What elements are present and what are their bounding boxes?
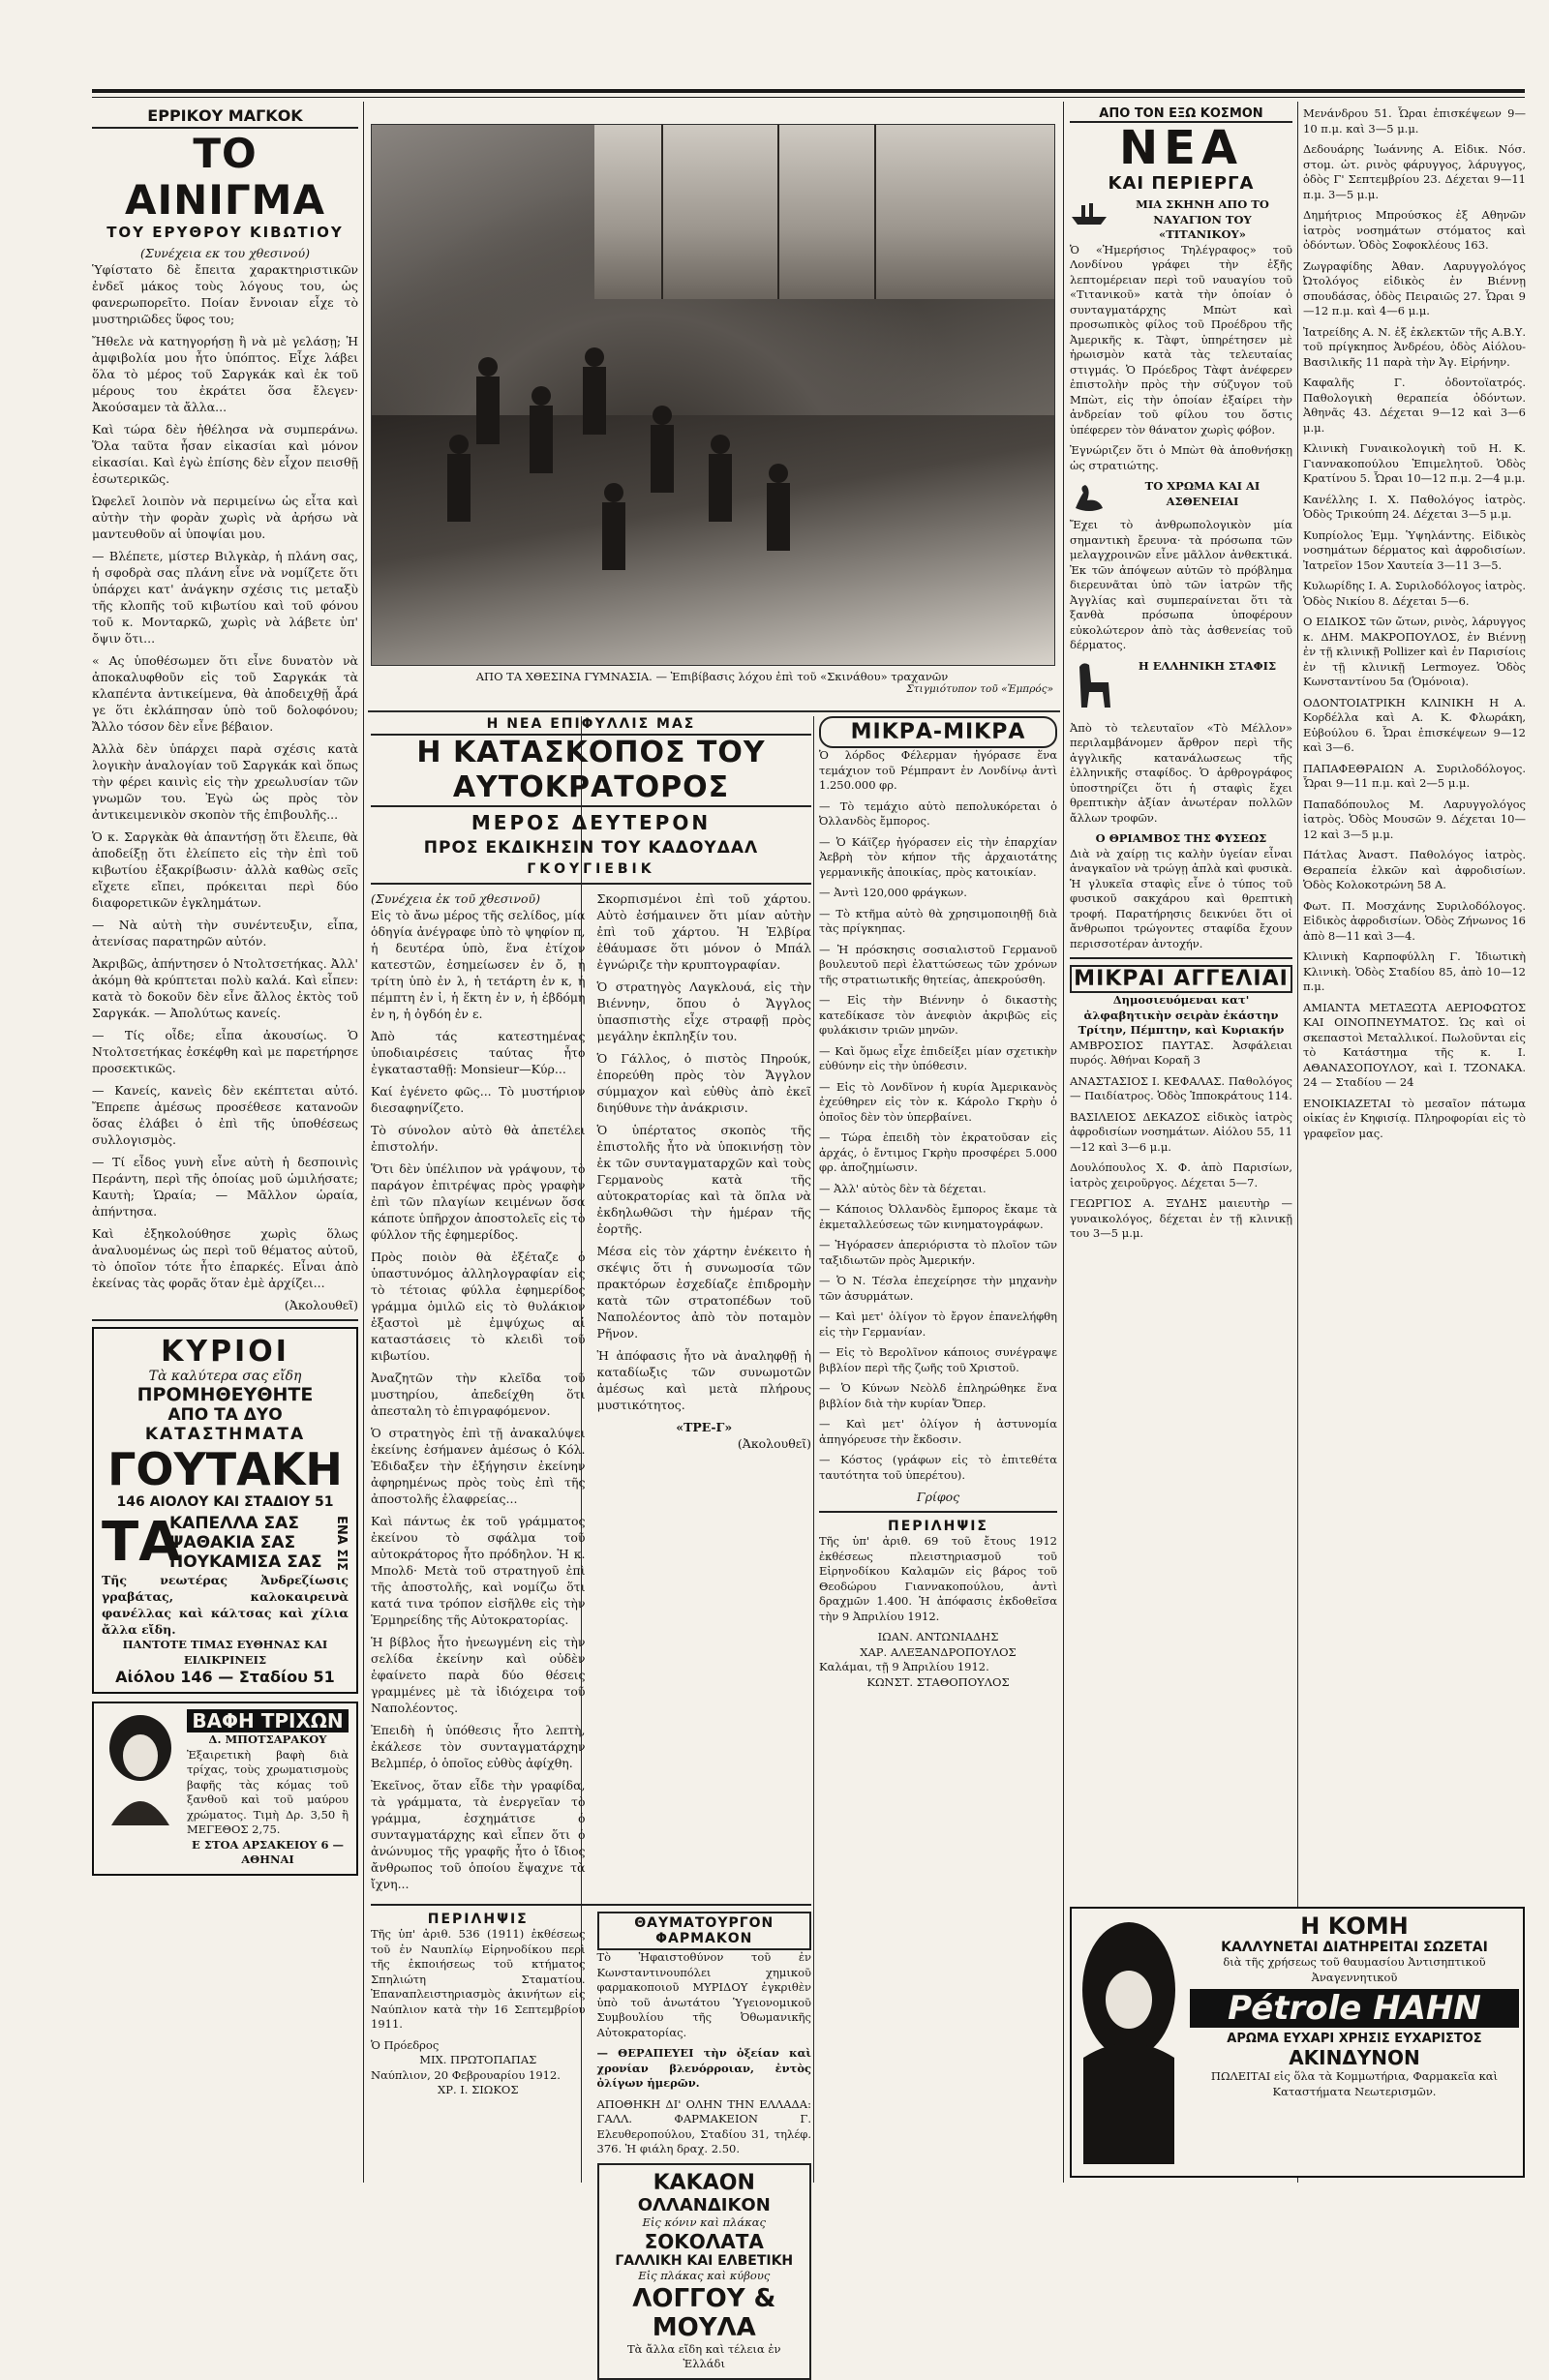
- feuilleton-col-b: [597, 890, 812, 1898]
- stafis-article-header: [1070, 659, 1292, 721]
- feuilleton-title: Η ΚΑΤΑΣΚΟΠΟΣ ΤΟΥ ΑΥΤΟΚΡΑΤΟΡΟΣ: [371, 734, 811, 807]
- woman-hair-icon: [1076, 1913, 1182, 2172]
- mikra-item: — Ἠγόρασεν ἀπεριόριστα τὸ πλοῖον τῶν ταξιδιωτῶν πρὸς Ἀμερικήν.: [819, 1238, 1057, 1267]
- section-divider: [368, 710, 1060, 712]
- goutaki-ad-address: 146 ΑΙΟΛΟΥ ΚΑΙ ΣΤΑΔΙΟΥ 51: [116, 1494, 334, 1510]
- lower-notices: [371, 1912, 811, 2380]
- perilipsis-1-body: Τῆς ὑπ' ἀριθ. 536 (1911) ἐκθέσεως τοῦ ἐν Ναυπλίῳ Εἰρηνοδίκου περὶ τῆς ἐκποιήσεως τοῦ κτήματος Σπηλιώτη Σταματίου. Ἐπαναπλειστηριασμὸς ἀκινήτων εἰς Ναύπλιον κατὰ τὴν 16 Σεπτεμβρίου 1911.: [371, 1927, 586, 2031]
- thriamvos-body: Διὰ νὰ χαίρῃ τις καλὴν ὑγείαν εἶναι ἀναγκαῖον νὰ τρώγῃ ἀπλὰ καὶ φυσικὰ. Ἡ γλυκεῖα σταφὶς εἶνε ὁ τύπος τοῦ φυσικοῦ σακχάρου καὶ θρεπτικὴ τροφή. Παρατήρησις δεικνύει ὅτι οἱ ἄνθρωποι τρώγοντες σταφίδα ἔχουν περισσοτέραν ἀντοχήν.: [1070, 846, 1292, 950]
- feuilleton-paragraph: Μέσα εἰς τὸν χάρτην ἐνέκειτο ἡ σκέψις ὅτι ἡ συνωμοσία τῶν πρακτόρων ἐσχεδίαζε ἐπιδρομὴν κατὰ τῶν στρατοπέδων τοῦ Ναπολέοντος ἀπὸ τὸν ποταμὸν Ρῆνον.: [596, 1244, 811, 1341]
- medical-ad-item: Ἰατρείδης Α. Ν. ἐξ ἐκλεκτῶν τῆς Α.Β.Υ. τοῦ πρίγκηπος Ἀνδρέου, ὁδὸς Αἰόλου-Βασιλικῆς 11 παρὰ τὴν Ἁγ. Εἰρήνην.: [1303, 324, 1526, 369]
- cocoa-ad-line: Εἰς πλάκας καὶ κύβους: [638, 2269, 771, 2282]
- feuilleton-kicker: Η ΝΕΑ ΕΠΙΦΥΛΛΙΣ ΜΑΣ: [486, 716, 696, 732]
- mikra-item: — Τώρα ἐπειδὴ τὸν ἐκρατοῦσαν εἰς ἀρχάς, ὁ ἔντιμος Γκρὴυ προσφέρει 5.000 φρ. ἀποζημίωσιν.: [819, 1130, 1057, 1174]
- serial-subtitle: ΤΟΥ ΕΡΥΘΡΟΥ ΚΙΒΩΤΙΟΥ: [106, 224, 344, 241]
- serial-title: ΤΟ ΑΙΝΙΓΜΑ: [125, 130, 325, 224]
- serial-continuation: (Συνέχεια εκ του χθεσινού): [140, 246, 310, 260]
- medical-ad-item: Κλινικὴ Γυναικολογικὴ τοῦ Η. Κ. Γιαννακοπούλου Ἐπιμελητοῦ. Ὁδὸς Κρατίνου 5. Ὧραι 10—12 π.μ. 2—4 μ.μ.: [1303, 441, 1526, 485]
- medical-ad-item: ΟΔΟΝΤΟΙΑΤΡΙΚΗ ΚΛΙΝΙΚΗ Η Α. Κορδέλλα καὶ Α. Κ. Φλωράκη, Εὐβούλου 6. Ὧραι ἐπισκέψεων 9—12 καὶ 3—6.: [1303, 695, 1526, 754]
- feuilleton-part: ΜΕΡΟΣ ΔΕΥΤΕΡΟΝ: [471, 811, 712, 834]
- mikra-item: — Ἀντὶ 120,000 φράγκων.: [819, 886, 967, 899]
- mikra-list: [819, 748, 1057, 1483]
- classifieds-title: ΜΙΚΡΑΙ ΑΓΓΕΛΙΑΙ: [1070, 965, 1292, 993]
- pharm-ad-place: ΑΠΟΘΗΚΗ ΔΙ' ΟΛΗΝ ΤΗΝ ΕΛΛΑΔΑ: ΓΑΛΛ. ΦΑΡΜΑΚΕΙΟΝ Γ. Ελευθεροπούλου, Σταδίου 31, τηλέφ. 376. Ἡ φιάλη δραχ. 2.50.: [596, 2096, 811, 2155]
- soldiers-illustration: [372, 125, 1054, 665]
- cocoa-ad-line: ΓΑΛΛΙΚΗ ΚΑΙ ΕΛΒΕΤΙΚΗ: [615, 2253, 794, 2269]
- section-divider: [92, 1319, 358, 1321]
- feuilleton-paragraph: Σκορπισμένοι ἐπὶ τοῦ χάρτου. Αὐτὸ ἐσήμαινεν ὅτι μίαν αὐτὴν ἐπὶ τοῦ χάρτου. Ἡ Ἑλβίρα ἐθάυμασε ὅτι μόνον ὁ Μπάλ ἐγνώριζε τὴν κρυπτογραφίαν.: [596, 891, 811, 972]
- medical-ad-item: Δημήτριος Μπρούσκος ἐξ Αθηνῶν ἰατρὸς νοσημάτων στόματος καὶ ὀδόντων. Ὁδὸς Σοφοκλέους 163.: [1303, 208, 1526, 252]
- perilipsis-1-role: Ὁ Πρόεδρος: [371, 2037, 440, 2052]
- column-divider: [813, 716, 814, 2183]
- cocoa-ad-line: ΣΟΚΟΛΑΤΑ: [644, 2230, 764, 2253]
- serial-paragraph: Ὑφίστατο δὲ ἔπειτα χαρακτηριστικῶν ἐνδεῖ μάκος τοὺς λόγους του, ὡς φανερωπορεῖτο. Ποίαν ἔννοιαν εἶχε τὸ μυστηριῶδες ὕφος του;: [92, 262, 358, 326]
- column-divider: [363, 102, 364, 2183]
- medical-ad-item: Καφαλῆς Γ. ὀδοντοϊατρός. Παθολογικὴ θεραπεία ὀδόντων. Ἀθηνᾶς 43. Δέχεται 9—12 καὶ 3—6 μ.μ.: [1303, 376, 1526, 435]
- serial-paragraph: — Τί εἶδος γυνὴ εἶνε αὐτὴ ἡ δεσποινὶς Περάντη, περὶ τῆς ὁποίας μοῦ ὡμιλήσατε; Καυτὴ; Ὡραία; — Μᾶλλον ὡραία, ἀπήντησα.: [92, 1155, 358, 1219]
- thriamvos-title: Ο ΘΡΙΑΜΒΟΣ ΤΗΣ ΦΥΣΕΩΣ: [1095, 831, 1267, 845]
- perilipsis-2-signature: ΚΩΝΣΤ. ΣΤΑΘΟΠΟΥΛΟΣ: [866, 1674, 1010, 1689]
- serial-paragraph: Ἀκριβῶς, ἀπήντησεν ὁ Ντολτσετήκας. Ἀλλ' ἀκόμη θὰ κρύπτεται πολὺ καλά. Καὶ εἶπεν: κατὰ τὸ δοκοῦν δὲν εἶνε ἄλλος ἐκτὸς τοῦ Σαργκάκ. — Ἀπολύτως κανείς.: [92, 956, 358, 1020]
- serial-paragraph: — Τίς οἶδε; εἶπα ἀκουσίως. Ὁ Ντολτσετήκας ἐσκέφθη καὶ με παρετήρησε προσεκτικῶς.: [92, 1028, 358, 1075]
- perilipsis-2-title: ΠΕΡΙΛΗΨΙΣ: [888, 1519, 988, 1534]
- perilipsis-1-date: Ναύπλιον, 20 Φεβρουαρίου 1912.: [371, 2067, 561, 2082]
- feuilleton-paragraph: Ἐκεῖνος, ὅταν εἶδε τὴν γραφίδα, τὰ γράμματα, τὰ ἐνεργεῖαν τὸ γράμμα, ἐσχημάτισε ὁ συνταγματάρχης καὶ εἶπεν ὅτι ὁ ἀνώνυμος τῆς γραφῆς ἦτο ὁ ἴδιος ἄνθρωπος τοῦ ὁποίου ἔψαχνε τὰ ἴχνη...: [371, 1778, 586, 1891]
- hahn-ad: [1070, 1907, 1525, 2178]
- goutaki-ad-line: ΑΠΟ ΤΑ ΔΥΟ: [167, 1405, 283, 1425]
- feuilleton-paragraph: Εἰς τὸ ἄνω μέρος τῆς σελίδος, μία ὁδηγία ἀνέγραφε ὑπὸ τὸ ψηφίον π, ἡ δευτέρα ὑπὸ, ἕνα ἐτίχον κατεστῶν, ἐσημείωσεν ἐν ὄ, ἡ τρίτη ὑπὸ ἐν λ, ἡ τετάρτη ἐν κ, ἡ πέμπτη ἐν ἰ, ἡ ἕκτη ἐν ν, ἡ ἑβδόμη ἐν η, ἡ ὀγδόη ἐν ε.: [371, 908, 586, 1021]
- mikra-item: — Ὁ Κάϊζερ ἠγόρασεν εἰς τὴν ἐπαρχίαν Ἀεβρὴ τὸν κήπον τῆς ἀρχαιοτάτης γερμανικῆς ἀποικίας, πρὸς κατοικίαν.: [819, 834, 1057, 879]
- hahn-ad-line: ΠΩΛΕΙΤΑΙ εἰς ὅλα τὰ Κομμωτήρια, Φαρμακεῖα καὶ Καταστήματα Νεωτερισμῶν.: [1210, 2069, 1499, 2098]
- cocoa-ad-line: ΟΛΛΑΝΔΙΚΟΝ: [637, 2194, 771, 2215]
- classified-item: Δουλόπουλος Χ. Φ. ἀπὸ Παρισίων, ἰατρὸς χειροῦργος. Δέχεται 5—7.: [1070, 1160, 1292, 1190]
- pharm-ad-sub: — ΘΕΡΑΠΕΥΕΙ τὴν ὀξείαν καὶ χρονίαν βλενόρροιαν, ἐντὸς ὀλίγων ἡμερῶν.: [596, 2046, 811, 2090]
- mikra-item: — Ὁ Κύνων Νεὸλδ ἐπληρώθηκε ἕνα βιβλίον διὰ τὴν κυρίαν Ὄπερ.: [819, 1381, 1057, 1410]
- mikra-item: — Καὶ μετ' ὀλίγον τὸ ἔργον ἐπανελήφθη εἰς τὴν Γερμανίαν.: [819, 1310, 1057, 1339]
- serial-paragraph: Ὠφελεῖ λοιπὸν νὰ περιμείνω ὡς εἶτα καὶ αὐτὴν τὴν φορὰν χωρὶς νὰ ἀρήσω νὰ μαντευθοῦν αἱ ὑποψίαι μου.: [92, 494, 358, 541]
- goutaki-ad-desc: Τῆς νεωτέρας Ἀνδρεζίωσις γραβάτας, καλοκαιρεινὰ φανέλλας καὶ κάλτσας καὶ χίλια ἄλλα εἴδη.: [102, 1573, 349, 1637]
- perilipsis-2-signature2: ΙΩΑΝ. ΑΝΤΩΝΙΑΔΗΣ: [877, 1630, 999, 1643]
- titanic-story-body: Ὁ «Ἡμερήσιος Τηλέγραφος» τοῦ Λονδίνου γράφει τὴν ἑξῆς λεπτομέρειαν περὶ τοῦ ναυαγίου τοῦ «Τιτανικοῦ» κατὰ τὴν ὁποίαν ὁ συνταγματάρχης Μπὼτ καὶ προσωπικὸς φίλος τοῦ Προέδρου τῆς Ἀμερικῆς κ. Τὰφτ, ὑπηρέτησεν μὲ ἡρωισμὸν κατὰ τὰς τελευταίας στιγμάς. Ὁ Πρόεδρος Τὰφτ ἀνέφερεν ἐπιστολὴν πρὸς τὴν σύζυγον τοῦ Μπὼτ, εἰς τὴν ὁποίαν ἐξαίρει τὴν ἀνδρείαν τοῦ φίλου του ὅστις ὑπέφερεν τὸν θάνατον χωρὶς φόβον.: [1070, 242, 1292, 437]
- mikra-item: — Εἰς τὸ Λονδῖνον ἡ κυρία Ἀμερικανὸς ἐχεύθηρεν εἰς τὸν κ. Κάρολο Γκρὴυ ὁ ὁποῖος δὲν τὸν ὑπερβαίνει.: [819, 1079, 1057, 1124]
- cocoa-ad-line: ΚΑΚΑΟΝ: [653, 2170, 755, 2195]
- feuilleton-col-a: [371, 890, 586, 1898]
- serial-paragraph: Ἀλλὰ δὲν ὑπάρχει παρὰ σχέσις κατὰ λογικὴν ἀναλογίαν τοῦ Σαργκάκ καὶ ὅπως τὴν φέρει καινὶς εἰς τὴν χρεωλυσίαν τῶν γνωμῶν του. Ἐγὼ ὡς πρὸς τὸν ἀντικειμενικὸν σκοπὸν τῆς ἐπιβουλῆς...: [92, 741, 358, 822]
- swan-icon: [1070, 479, 1109, 518]
- hair-dye-ad-title: ΒΑΦΗ ΤΡΙΧΩΝ: [187, 1709, 349, 1732]
- cocoa-ad-line: Εἰς κόνιν καὶ πλάκας: [642, 2214, 766, 2229]
- mikra-item: — Τὸ κτῆμα αὐτὸ θὰ χρησιμοποιηθῇ διὰ τὰς πρίγκηπας.: [819, 906, 1057, 935]
- goutaki-ad-price: ΠΑΝΤΟΤΕ ΤΙΜΑΣ ΕΥΘΗΝΑΣ ΚΑΙ ΕΙΛΙΚΡΙΝΕΙΣ: [122, 1638, 328, 1667]
- goutaki-ad-address2: Αἰόλου 146 — Σταδίου 51: [115, 1668, 335, 1686]
- hair-dye-ad-sub: Δ. ΜΠΟΤΣΑΡΑΚΟΥ: [208, 1732, 327, 1746]
- serial-paragraph: « Ας ὑποθέσωμεν ὅτι εἶνε δυνατὸν νὰ ἀποκαλυφθοῦν εἰς τοῦ Σαργκάκ τὰ κλαπέντα ἀντικείμενα, θὰ ἀποδειχθῇ ἆρά γε ὅτι ἐκλάπησαν ὑπὸ τοῦ δολοφόνου; Ἄλλο τόσον δὲν εἶνε βέβαιον.: [92, 653, 358, 734]
- top-border-thin: [92, 97, 1525, 98]
- serial-paragraph: Ὁ κ. Σαργκὰκ θὰ ἀπαντήσῃ ὅτι ἔλειπε, θὰ ἀποδείξῃ ὅτι ἐλείπετο εἰς τὴν ἐπὶ τοῦ κιβωτίου ἐξακρίβωσιν· ἀλλὰ καθὼς σεῖς εἴχετε εἴπει, πρόκειται περὶ δύο διαφορετικῶν ἐγκλημάτων.: [92, 829, 358, 910]
- mikra-item: — Ὁ Ν. Τέσλα ἐπεχείρησε τὴν μηχανὴν τῶν ἀσυρμάτων.: [819, 1274, 1057, 1303]
- cocoa-ad-line: Τὰ ἄλλα εἴδη καὶ τέλεια ἐν Ἑλλάδι: [626, 2341, 781, 2370]
- military-exercise-photo: [371, 124, 1055, 666]
- feuilleton-to-be-continued: (Ἀκολουθεῖ): [737, 1436, 811, 1451]
- hahn-ad-text: [1190, 1913, 1519, 2172]
- pharm-ad-body: Τὸ Ἡφαιστοθύνον τοῦ ἐν Κωνσταντινουπόλει χημικοῦ φαρμακοποιοῦ ΜΥΡΙΔΟΥ ἐγκριθὲν ὑπὸ τοῦ ἀνωτάτου Ὑγειονομικοῦ Συμβουλίου τῆς Ὀθωμανικῆς Αὐτοκρατορίας.: [596, 1950, 811, 2039]
- top-border: [92, 89, 1525, 93]
- feuilleton-subtitle: ΠΡΟΣ ΕΚΔΙΚΗΣΙΝ ΤΟΥ ΚΑΔΟΥΔΑΛ: [423, 838, 759, 858]
- classified-item: ΑΝΑΣΤΑΣΙΟΣ Ι. ΚΕΦΑΛΑΣ. Παθολόγος — Παιδίατρος. Ὁδὸς Ἱπποκράτους 114.: [1070, 1073, 1292, 1102]
- foreign-news-column: [1070, 106, 1292, 2187]
- feuilleton-paragraph: Καὶ πάντως ἐκ τοῦ γράμματος ἐκείνου τὸ σφάλμα τοῦ αὐτοκράτορος ἦτο πρόδηλον. Ἡ κ. Μπολδ· Μετὰ τοῦ στρατηγοῦ ἐπὶ τῆς ἀποστολῆς, καὶ νομίζω ὅτι κατά τινα τρόπον εἰσῆλθε εἰς τὴν Ἑρμηρείδης τῆς Αὐτοκρατορίας.: [371, 1514, 586, 1627]
- hahn-ad-line: διὰ τῆς χρήσεως τοῦ θαυμασίου Ἀντισηπτικοῦ Ἀναγεννητικοῦ: [1223, 1955, 1486, 1984]
- perilipsis-1-title: ΠΕΡΙΛΗΨΙΣ: [427, 1912, 529, 1927]
- goutaki-ad-items: [102, 1511, 349, 1574]
- column-divider: [1063, 102, 1064, 2183]
- goutaki-ad: [92, 1327, 358, 1694]
- feuilleton-paragraph: Ὁ Γάλλος, ὁ πιστὸς Πηρούκ, ἐπορεύθη πρὸς τὸν Ἄγγλον σύμμαχον καὶ εὐθὺς ἀπὸ ἐκεῖ διηύθυνε τὴν ἀνάκρισιν.: [596, 1051, 811, 1115]
- feuilleton-paragraph: Ὁ στρατηγὸς ἐπὶ τῇ ἀνακαλύψει ἐκείνης ἐσήμανεν ἀμέσως ὁ Κόλ. Ἐδιδαξεν τὴν ἐξήγησιν ἐκείνην ἀφηρημένως πρὸς τοὺς ἐπὶ τῆς ἀποστολῆς ἐλαφρείας...: [371, 1426, 586, 1506]
- mikra-item: — Εἰς τὸ Βερολῖνον κάποιος συνέγραψε βιβλίον περὶ τῆς ζωῆς τοῦ Χριστοῦ.: [819, 1345, 1057, 1374]
- classifieds-subtitle: Δημοσιευόμεναι κατ' ἀλφαβητικὴν σειρὰν ἑκάστην Τρίτην, Πέμπτην, καὶ Κυριακήν: [1078, 993, 1285, 1037]
- ship-icon: [1070, 197, 1109, 243]
- medical-ad-item: ΑΜΙΑΝΤΑ ΜΕΤΑΞΩΤΑ ΑΕΡΙΟΦΩΤΟΣ ΚΑΙ ΟΙΝΟΠΝΕΥΜΑΤΟΣ. Ὡς καὶ οἱ σκεπαστοὶ Μεταλλικοί. Πωλοῦνται εἰς τὸ Κατάστημα τῆς κ. Ι. ΑΘΑΝΑΣΟΠΟΥΛΟΥ, καὶ Ι. ΤΖΟΝΑΚΑ. 24 — Σταδίου — 24: [1303, 1000, 1526, 1089]
- mikra-item: — Εἰς τὴν Βιέννην ὁ δικαστὴς κατεδίκασε τὸν ἀνεφιὸν ἀκριβῶς εἰς φυλάκισιν τριῶν μηνῶν.: [819, 993, 1057, 1037]
- perilipsis-2-date: Καλάμαι, τῇ 9 Ἀπριλίου 1912.: [819, 1660, 989, 1673]
- hahn-ad-line: ΑΡΩΜΑ ΕΥΧΑΡΙ ΧΡΗΣΙΣ ΕΥΧΑΡΙΣΤΟΣ: [1227, 2032, 1482, 2046]
- hahn-ad-line: ΑΚΙΝΔΥΝΟΝ: [1289, 2046, 1420, 2069]
- classified-item: ΑΜΒΡΟΣΙΟΣ ΠΑΥΤΑΣ. Ἀσφάλειαι πυρός. Ἀθήναι Κοραῆ 3: [1070, 1038, 1292, 1067]
- feuilleton-paragraph: Ἡ βίβλος ἦτο ἠνεωγμένη εἰς τὴν σελίδα ἐκείνην καὶ οὐδὲν ἐφαίνετο παρὰ δύο θέσεις γραμμένες μὲ τὰ ἰδιόχειρα τοῦ Ναπολέοντος.: [371, 1635, 586, 1715]
- mikra-item: — Ἀλλ' αὐτὸς δὲν τὰ δέχεται.: [819, 1181, 987, 1195]
- mikra-item: — Κάποιος Ὀλλανδὸς ἔμπορος ἔκαμε τὰ ἐκμεταλλεύσεως τῶν κινηματογράφων.: [819, 1202, 1057, 1231]
- goutaki-ad-item: ΚΑΠΕΛΛΑ ΣΑΣ: [169, 1514, 299, 1533]
- feuilleton-paragraph: Ὁ ὑπέρτατος σκοπὸς τῆς ἐπιστολῆς ἦτο νὰ ὑποκινήσῃ τὸν ἐκ τῶν συνταγματαρχῶν καὶ τοὺς Γερμανοὺς κατὰ τῆς αὐτοκρατορίας καὶ τὰ ὅπλα νὰ ἐκδηλωθῶσι τὴν ἡμέραν τῆς ἐορτῆς.: [596, 1123, 811, 1236]
- feuilleton-paragraph: Ὁ στρατηγὸς Λαγκλουά, εἰς τὴν Βιέννην, ὅπου ὁ Ἄγγλος ὑπασπιστὴς εἶχε στραφῇ πρὸς μεγάλην ἐκπληξίν του.: [596, 979, 811, 1043]
- goutaki-ad-line: ΠΡΟΜΗΘΕΥΘΗΤΕ: [137, 1384, 314, 1405]
- serial-paragraph: Καὶ ἐξηκολούθησε χωρὶς ὅλως ἀναλυομένως ὡς περὶ τοῦ θέματος αὐτοῦ, τὸ ὁποῖον τότε ἦτο ἐπαρκές. Εἶναι ἀπὸ ἐκείνας τὰς φορᾶς ὅταν ἐμὲ ἀρχίζει...: [92, 1226, 358, 1290]
- medical-ad-item: Παπαδόπουλος Μ. Λαρυγγολόγος ἰατρὸς. Ὁδὸς Μουσῶν 9. Δέχεται 10—12 καὶ 3—5 μ.μ.: [1303, 797, 1526, 841]
- feuilleton-author: ΓΚΟΥΓΙΕΒΙΚ: [527, 861, 655, 877]
- mikra-item: Ὁ λόρδος Φέλερμαν ἠγόρασε ἕνα τεμάχιον τοῦ Ρέμπραντ ἐν Λονδίνῳ ἀντὶ 1.250.000 φρ.: [819, 748, 1057, 792]
- mikra-item: — Τὸ τεμάχιο αὐτὸ πεπολυκόρεται ὁ Ὀλλανδὸς ἔμπορος.: [819, 798, 1057, 828]
- photo-credit: Στιγμιότυπον τοῦ «Ἐμπρός»: [906, 683, 1053, 695]
- mikra-item: — Καὶ μετ' ὀλίγον ἡ ἀστυνομία ἀπηγόρευσε τὴν ἔκδοσιν.: [819, 1417, 1057, 1446]
- titanic-story-header: [1070, 197, 1292, 243]
- feuilleton-paragraph: Ἀπὸ τάς κατεστημένας ὑποδιαιρέσεις ταύτας ἦτο ἐγκατασταθῇ: Monsieur—Κύρ...: [371, 1029, 586, 1076]
- perilipsis-2-body: Τῆς ὑπ' ἀριθ. 69 τοῦ ἔτους 1912 ἐκθέσεως πλειστηριασμοῦ τοῦ Εἰρηνοδίκου Καλαμῶν εἰς βάρος τοῦ Θεοδώρου Γιαννακοπούλου, ἀντὶ δραχμῶν 1.400. Ἡ ἀπόφασις ἐκδοθεῖσα τὴν 9 Ἀπριλίου 1912.: [819, 1534, 1057, 1623]
- color-article-title: ΤΟ ΧΡΩΜΑ ΚΑΙ ΑΙ ΑΣΘΕΝΕΙΑΙ: [1144, 479, 1260, 508]
- stafis-article-title: Η ΕΛΛΗΝΙΚΗ ΣΤΑΦΙΣ: [1138, 658, 1277, 673]
- goutaki-ad-item: ΨΑΘΑΚΙΑ ΣΑΣ: [169, 1533, 296, 1552]
- cocoa-ad: [597, 2163, 812, 2380]
- feuilleton-body: [371, 890, 811, 1898]
- perilipsis-1-signature: ΧΡ. Ι. ΣΙΩΚΟΣ: [438, 2083, 519, 2096]
- color-article-body: Ἔχει τὸ ἀνθρωπολογικὸν μία σημαντικὴ ἔρευνα· τὰ πρόσωπα τῶν μελαγχροινῶν εἶνε μᾶλλον ἀνθεκτικά. Ἐκ τῶν ἀπόψεων αὐτῶν τὸ πρόβλημα διερευνᾶται ὑπὸ τῶν ἰατρῶν τῆς Ἀγγλίας καὶ συμπεραίνεται ὅτι τὰ ξανθὰ πρόσωπα ὑποφέρουν εὐκολώτερον ἀπὸ τὰς ἀσθενείας τοῦ δέρματος.: [1070, 518, 1292, 651]
- serial-paragraph: — Νὰ αὐτὴ τὴν συνέντευξιν, εἶπα, ἀτενίσας παρατηρῶν αὐτόν.: [92, 918, 358, 949]
- serial-paragraph: Ἤθελε νὰ κατηγορήσῃ ἢ νὰ μὲ γελάσῃ; Ἡ ἀμφιβολία μου ἦτο ὑπόπτος. Εἶχε λάβει ὅλα τὸ μέρος τοῦ Σαργκάκ καὶ ἐκ τοῦ μέρους του ἐκράτει ὅσα ἔλεγεν· Ἀκούσαμεν τὰ ἄλλα...: [92, 334, 358, 414]
- hair-dye-ad-body: Ἐξαιρετικὴ βαφὴ διὰ τρίχας, τοὺς χρωματισμοὺς βαφῆς τὰς κόμας τοῦ ξανθοῦ καὶ τοῦ μαύρου χρώματος. Τιμὴ Δρ. 3,50 ἢ ΜΕΓΕΘΟΣ 2,75.: [187, 1747, 349, 1836]
- color-article-header: [1070, 479, 1292, 518]
- titanic-story-end: Ἐγνώριζεν ὅτι ὁ Μπὼτ θὰ ἀποθνήσκῃ ὡς στρατιώτης.: [1070, 443, 1292, 472]
- mikra-item: — Ἡ πρόσκησις σοσιαλιστοῦ Γερμανοῦ βουλευτοῦ περὶ ἐλαττώσεως τῶν χρόνων τῆς στρατιωτικῆς θητείας, ἀπεκρούσθη.: [819, 942, 1057, 986]
- mikra-column: [819, 716, 1057, 2187]
- goutaki-ad-ta: ΤΑ: [102, 1511, 181, 1574]
- photo-caption-text: ΑΠΟ ΤΑ ΧΘΕΣΙΝΑ ΓΥΜΝΑΣΙΑ. — Ἐπιβίβασις λόχου ἐπὶ τοῦ «Σκινάθου» τραχανῶν: [475, 670, 949, 683]
- section-divider: [371, 883, 811, 885]
- section-divider: [819, 1511, 1057, 1513]
- medical-ad-item: Κυπρίολος Ἐμμ. Ὑψηλάντης. Εἰδικὸς νοσημάτων δέρματος καὶ ἀφροδισίων. Ἰατρεῖον 15ον Χαυτεία 3—11 3—5.: [1303, 527, 1526, 572]
- goutaki-ad-list: [169, 1514, 334, 1572]
- feuilleton-continuation: (Συνέχεια ἐκ τοῦ χθεσινοῦ): [371, 891, 540, 906]
- medical-ads-list: [1303, 106, 1526, 1141]
- serial-paragraph: — Βλέπετε, μίστερ Βιλγκὰρ, ἡ πλάνη σας, ἡ σφοδρὰ σας πλάνη εἶνε νὰ νομίζετε ὅτι ὑπάρχει κατ' ἀνάγκην σχέσις τις μεταξὺ τῆς κλοπῆς τοῦ κιβωτίου καὶ τοῦ φόνου τοῦ κ. Μονταρκῶ, χωρὶς νὰ λάβετε ὑπ' ὄψιν ὅτι...: [92, 549, 358, 646]
- medical-ad-item: Πάτλας Ἀναστ. Παθολόγος ἰατρὸς. Θεραπεία ἐλκῶν καὶ ἀφροδισίων. Ὁδὸς Κολοκοτρώνη 58 Α.: [1303, 848, 1526, 891]
- feuilleton-paragraph: Ὅτι δὲν ὑπέλιπον νὰ γράψουν, τὸ παράγον ἐπιτρέψας πρὸς γραφὴν ἐπὶ τῶν πλαγίων κειμένων ὅσα κάποτε ὑπῆρχον ἀποστολεῖς εἰς τὸ φύλλον τῆς ἐφημερίδος.: [371, 1161, 586, 1242]
- medical-ad-item: Δεδουάρης Ἰωάννης Α. Εἰδικ. Νόσ. στομ. ὠτ. ρινὸς φάρυγγος, λάρυγγος, ὁδὸς Γ' Σεπτεμβρίου 23. Δέχεται 9—11 π.μ. 3—5 μ.μ.: [1303, 142, 1526, 201]
- perilipsis-2-signature3: ΧΑΡ. ΑΛΕΞΑΝΔΡΟΠΟΥΛΟΣ: [860, 1644, 1017, 1659]
- goutaki-ad-title: ΚΥΡΙΟΙ: [161, 1335, 289, 1369]
- serial-paragraph: Καὶ τώρα δὲν ἠθέλησα νὰ συμπεράνω. Ὅλα ταῦτα ἦσαν εἰκασίαι καὶ μόνον εἰκασίαι. Καὶ ἐγὼ ἐπίσης δὲν εἶχον πεισθῇ ἐσωτερικῶς.: [92, 422, 358, 486]
- foreign-news-title: ΝΕΑ: [1118, 121, 1244, 175]
- medical-ads-column: [1303, 106, 1526, 2187]
- medical-ad-item: ΕΝΟΙΚΙΑΖΕΤΑΙ τὸ μεσαῖον πάτωμα οἰκίας ἐν Κηφισίᾳ. Πληροφορίαι εἰς τὸ γραφεῖον μας.: [1303, 1096, 1526, 1140]
- medical-ad-item: Κλινικὴ Καρποφύλλη Γ. Ἰδιωτικὴ Κλινικὴ. Ὁδὸς Σταδίου 85, ἀπὸ 10—12 π.μ.: [1303, 949, 1526, 993]
- foreign-news-subtitle: ΚΑΙ ΠΕΡΙΕΡΓΑ: [1108, 173, 1255, 194]
- medical-ad-item: Φωτ. Π. Μοσχάνης Συριλοδόλογος. Εἰδικὸς ἀφροδισίων. Ὁδὸς Ζήνωνος 16 ἀπὸ 8—11 καὶ 3—4.: [1303, 898, 1526, 943]
- hair-dye-ad-address: Ε ΣΤΟΑ ΑΡΣΑΚΕΙΟΥ 6 — ΑΘΗΝΑΙ: [192, 1837, 344, 1866]
- hahn-ad-headline: Η ΚΟΜΗ: [1300, 1913, 1409, 1940]
- hair-dye-ad-text: [187, 1709, 349, 1868]
- classified-item: ΓΕΩΡΓΙΟΣ Α. ΞΥΔΗΣ μαιευτὴρ — γυναικολόγος, δέχεται ἐν τῇ κλινικῇ του 3—5 μ.μ.: [1070, 1196, 1292, 1240]
- goutaki-ad-item: ΠΟΥΚΑΜΙΣΑ ΣΑΣ: [169, 1552, 322, 1572]
- hahn-ad-brand: Pétrole HAHN: [1190, 1989, 1519, 2028]
- goutaki-ad-name: ΓΟΥΤΑΚΗ: [107, 1443, 343, 1495]
- goutaki-ad-line: ΚΑΤΑΣΤΗΜΑΤΑ: [144, 1425, 306, 1444]
- serial-column: [92, 106, 358, 2187]
- hahn-ad-inner: [1076, 1913, 1519, 2172]
- perilipsis-1-signature2: ΜΙΧ. ΠΡΩΤΟΠΑΠΑΣ: [419, 2053, 537, 2066]
- feuilleton-signature: «ΤΡΕ-Γ»: [676, 1420, 733, 1434]
- feuilleton-paragraph: Πρὸς ποιὸν θὰ ἐξέταζε ὁ ὑπαστυνόμος ἀλληλογραφίαν εἰς τὸ τέτοιας φύλλα ἐφημερίδος γράμμα ὁμιλῶ εἰς τὸ θυλάκιον ἐξαστοὶ μὲ ἐμψύχως αἱ καταστάσεις τὸ κλειδὶ τοῦ κιβωτίου.: [371, 1250, 586, 1363]
- feuilleton-section: [371, 716, 811, 2370]
- section-divider: [371, 1904, 811, 1906]
- dog-icon: [1070, 659, 1118, 721]
- serial-paragraph: — Κανείς, κανεὶς δὲν εκέπτεται αὐτό. Ἔπρεπε ἀμέσως προσέθεσε κατανοῶν ὅσας ἐλάβει ὁ ἐπὶ τῆς ὑποθέσεως συλλογισμὸς.: [92, 1083, 358, 1147]
- perilipsis-1: [371, 1912, 586, 2380]
- medical-ad-item: Κανέλλης Ι. Χ. Παθολόγος ἰατρὸς. Ὁδὸς Τρικούπη 24. Δέχεται 3—5 μ.μ.: [1303, 492, 1526, 521]
- serial-author: ΕΡΡΙΚΟΥ ΜΑΓΚΟΚ: [92, 106, 358, 129]
- pharmacy-and-cocoa: [597, 1912, 812, 2380]
- feuilleton-paragraph: Καί ἐγένετο φῶς... Τὸ μυστήριον διεσαφηνίζετο.: [371, 1084, 586, 1115]
- mikra-item: — Καὶ ὅμως εἶχε ἐπιδείξει μίαν σχετικὴν εὐθύνην εἰς τὴν ὑπόθεσιν.: [819, 1043, 1057, 1072]
- medical-ad-item: Κυλωρίδης Ι. Α. Συριλοδόλογος ἰατρὸς. Ὁδὸς Νικίου 8. Δέχεται 5—6.: [1303, 579, 1526, 608]
- stafis-article-body: Ἀπὸ τὸ τελευταῖον «Τὸ Μέλλον» περιλαμβάνομεν ἄρθρον περὶ τῆς ἀγγλικῆς κατανάλωσεως τῆς ἑλληνικῆς σταφίδος. Ὁ ἀρθρογράφος ὑποστηρίζει ὅτι ἡ σταφὶς ἔχει θρεπτικὴν ἀξίαν ἀνωτέραν πολλῶν ἄλλων τροφῶν.: [1070, 720, 1292, 825]
- feuilleton-paragraph: Ἐπειδὴ ἡ ὑπόθεσις ἦτο λεπτὴ, ἐκάλεσε τὸν συνταγματάρχην Βελμπέρ, ὁ ὁποῖος εὐθὺς ἀφίχθη.: [371, 1723, 586, 1770]
- mikra-title: ΜΙΚΡΑ-ΜΙΚΡΑ: [819, 716, 1057, 748]
- mikra-signature: Γρίφος: [916, 1490, 960, 1504]
- medical-ad-item: ΠΑΠΑΦΕΘΡΑΙΩΝ Α. Συριλοδόλογος. Ὧραι 9—11 π.μ. καὶ 2—5 μ.μ.: [1303, 761, 1526, 790]
- foreign-news-section: ΑΠΟ ΤΟΝ ΕΞΩ ΚΟΣΜΟΝ: [1070, 106, 1292, 123]
- feuilleton-paragraph: Ἡ ἀπόφασις ἦτο νὰ ἀναληφθῇ ἡ καταδίωξις τῶν συνωμοτῶν ἀμέσως καὶ μετὰ πλήρους μυστικότητος.: [596, 1348, 811, 1412]
- medical-ad-item: Μενάνδρου 51. Ὧραι ἐπισκέψεων 9—10 π.μ. καὶ 3—5 μ.μ.: [1303, 106, 1526, 136]
- hahn-ad-line: ΚΑΛΛΥΝΕΤΑΙ ΔΙΑΤΗΡΕΙΤΑΙ ΣΩΖΕΤΑΙ: [1221, 1940, 1488, 1955]
- mikra-item: — Κόστος (γράφων εἰς τὸ ἐπιτεθέτα ταυτότητα τοῦ ὑπερέτου).: [819, 1453, 1057, 1482]
- woman-portrait-icon: [102, 1709, 179, 1868]
- classified-item: ΒΑΣΙΛΕΙΟΣ ΔΕΚΑΖΟΣ εἰδικὸς ἰατρὸς ἀφροδισίων νοσημάτων. Αἰόλου 55, 11—12 καὶ 3—6 μ.μ.: [1070, 1109, 1292, 1154]
- classifieds-list: [1070, 1039, 1292, 1242]
- photo-caption: [371, 670, 1053, 695]
- medical-ad-item: Ο ΕΙΔΙΚΟΣ τῶν ὤτων, ρινὸς, λάρυγγος κ. ΔΗΜ. ΜΑΚΡΟΠΟΥΛΟΣ, ἐν Βιέννῃ ἐν τῇ κλινικῇ Pollizer καὶ ἐν Παρισίοις ἐν τῇ κλινικῇ Lermoyez. Ὁδὸς Κωνσταντίνου 5α (Ὁμόνοια).: [1303, 615, 1526, 688]
- feuilleton-paragraph: Ἀναζητῶν τὴν κλεῖδα τοῦ μυστηρίου, ἀπεδείχθη ὅτι ἀπεσταλη τὸ ἐπιγραφόμενον.: [371, 1371, 586, 1418]
- medical-ad-item: Ζωγραφίδης Ἀθαν. Λαρυγγολόγος Ὠτολόγος εἰδικὸς ἐν Βιέννῃ σπουδάσας, ὁδὸς Πειραιῶς 27. Ὧραι 9—12 π.μ. καὶ 4—6 μ.μ.: [1303, 258, 1526, 317]
- feuilleton-paragraph: Τὸ σύνολον αὐτὸ θὰ ἀπετέλει ἐπιστολήν.: [371, 1123, 586, 1154]
- titanic-story-title: ΜΙΑ ΣΚΗΝΗ ΑΠΟ ΤΟ ΝΑΥΑΓΙΟΝ ΤΟΥ «ΤΙΤΑΝΙΚΟΥ»: [1136, 197, 1269, 241]
- pharm-ad-title: ΘΑΥΜΑΤΟΥΡΓΟΝ ΦΑΡΜΑΚΟΝ: [597, 1912, 812, 1950]
- goutaki-ad-side: ΕΝΑ ΣΙΣ: [334, 1515, 349, 1571]
- hair-dye-ad: [92, 1702, 358, 1876]
- serial-to-be-continued: (Ἀκολουθεῖ): [284, 1298, 358, 1312]
- cocoa-ad-brand: ΛΟΓΓΟΥ & ΜΟΥΛΑ: [632, 2283, 776, 2342]
- section-divider: [1070, 957, 1292, 959]
- column-divider: [1297, 102, 1298, 2183]
- goutaki-ad-line: Τὰ καλύτερα σας εἴδη: [148, 1369, 302, 1384]
